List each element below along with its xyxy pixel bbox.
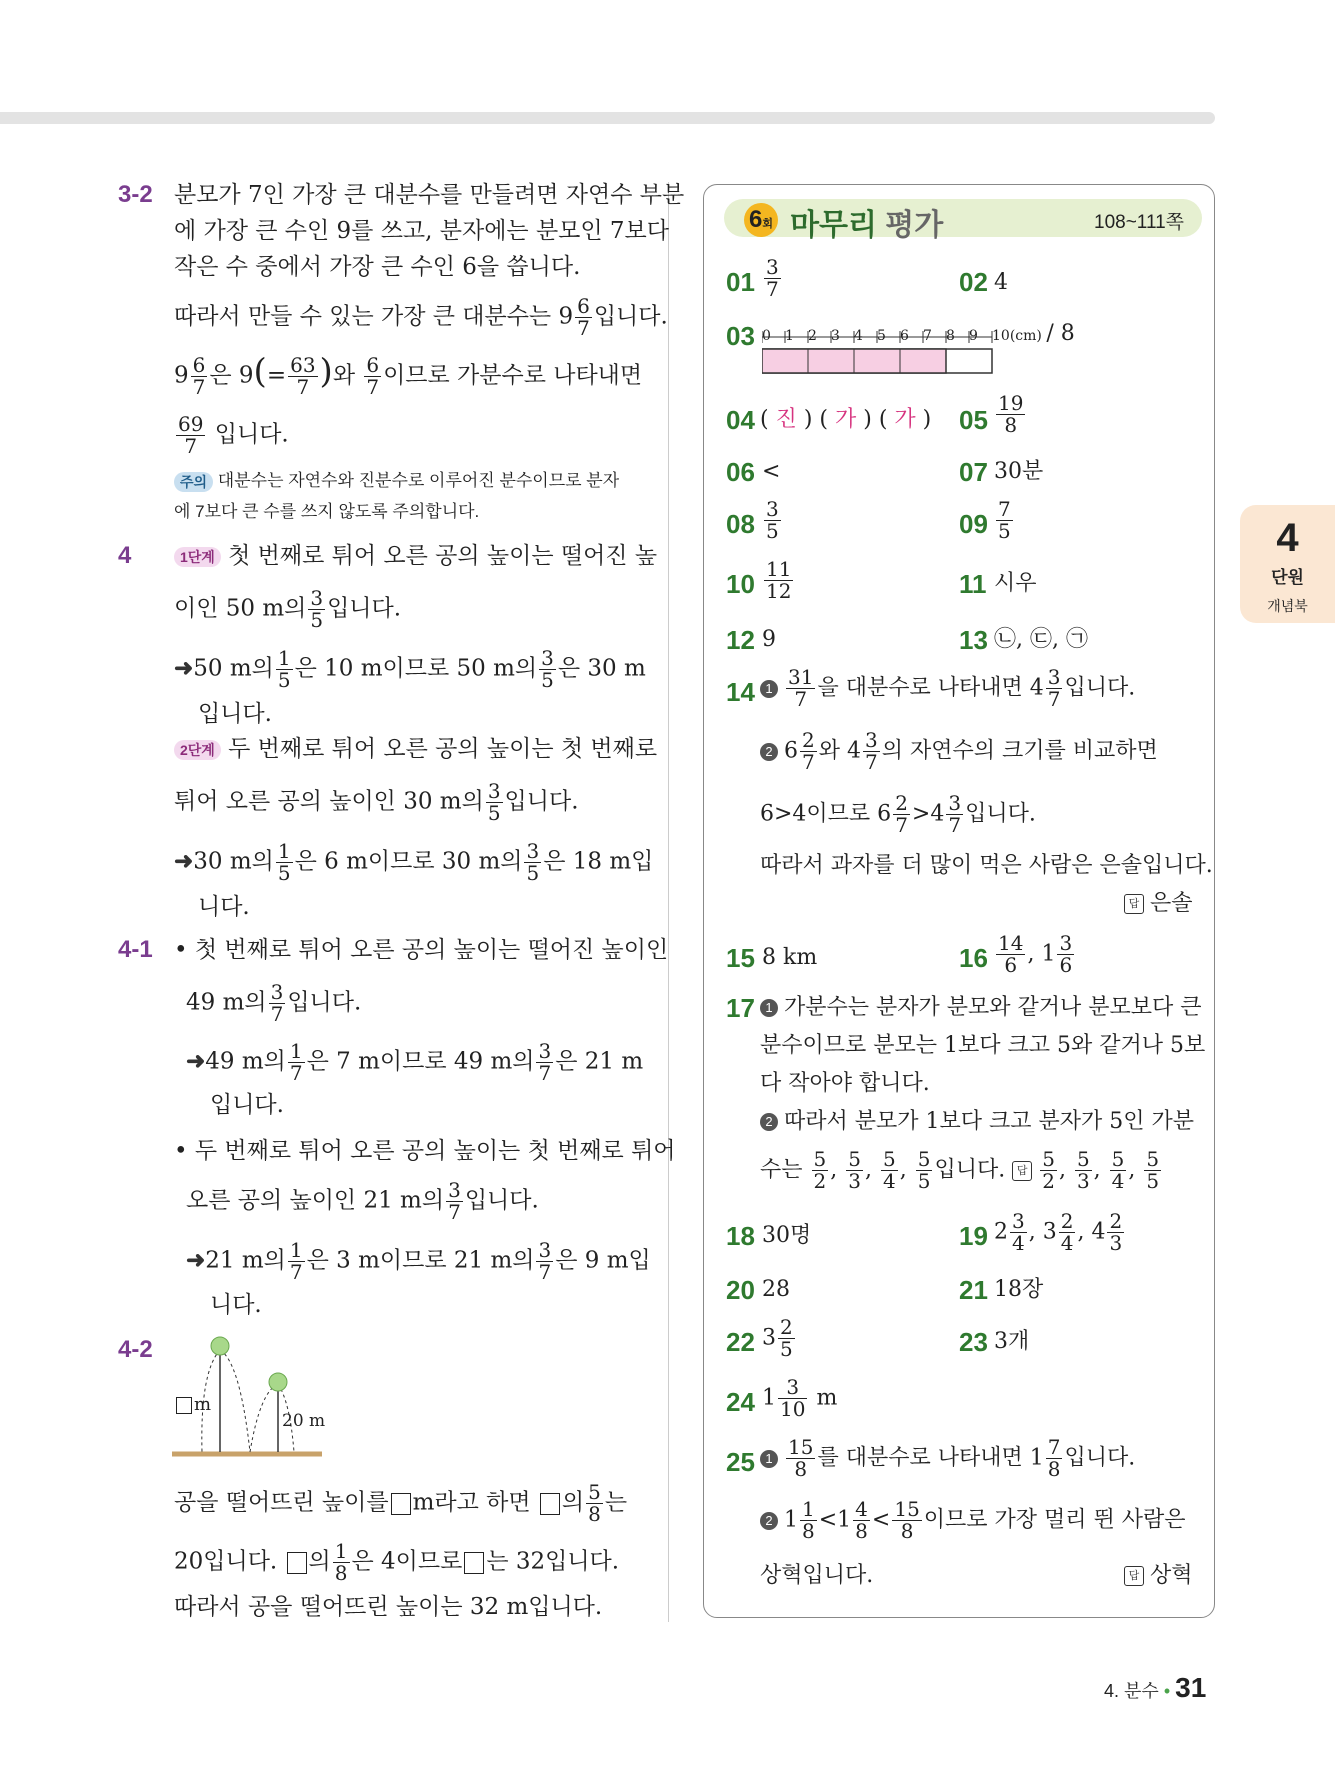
answer-09: $\frac{7}{5}$: [998, 497, 1011, 543]
chapter-label: 4. 분수: [1104, 1681, 1159, 1701]
step-tag: 2단계: [174, 740, 221, 760]
answer-num-07: 07: [959, 457, 988, 487]
page-range: 108~111쪽: [1094, 212, 1185, 233]
ruler-tick-label: 6: [900, 328, 909, 344]
answer-25-line2: 2 1 $\frac{1}{8}$ <1 $\frac{4}{8}$ < $\frac{15}{8}$ 이므로 가장 멀리 뛴 사람은: [760, 1499, 1186, 1542]
answer-num-10: 10: [726, 569, 755, 599]
answer-10: $\frac{11}{12}$: [766, 557, 792, 603]
ruler-tick-label: 8: [946, 328, 955, 344]
answer-num-17: 17: [726, 993, 755, 1023]
answer-21: 18장: [994, 1277, 1044, 1302]
text-line: 따라서 만들 수 있는 가장 큰 대분수는 9 $\frac{6}{7}$ 입니다.: [174, 294, 668, 340]
problem-label-4-2: 4-2: [118, 1336, 153, 1363]
answer-14-line3: 6>4이므로 6 $\frac{2}{7}$ >4 $\frac{3}{7}$ 입니다.: [760, 791, 1036, 837]
answer-17-line1: 1 가분수는 분자가 분모와 같거나 분모보다 큰: [760, 993, 1202, 1023]
problem-label-3-2: 3-2: [118, 181, 153, 208]
text-line: $\frac{69}{7}$ 입니다.: [178, 412, 289, 458]
text-line: ➜21 m의 $\frac{1}{7}$ 은 3 m이므로 21 m의 $\frac{3}{7}$ 은 9 m입: [186, 1238, 651, 1284]
text-line: 입니다.: [198, 701, 272, 727]
problem-label-4: 4: [118, 542, 132, 569]
answer-num-12: 12: [726, 625, 755, 655]
answer-22: 3 $\frac{2}{5}$: [762, 1315, 793, 1361]
text-line: • 두 번째로 튀어 오른 공의 높이는 첫 번째로 튀어: [174, 1138, 676, 1164]
answer-num-08: 08: [726, 509, 755, 539]
answer-17-line5: 수는 $\frac{5}{2}$ , $\frac{5}{3}$ , $\frac{5}{4}$ , $\frac{5}{5}$ 입니다. 답 $\frac{5}{2}$ , $\frac{5}{3}$ , $\frac{5}{4}$ , $\frac{5}{5}$: [760, 1147, 1160, 1193]
ruler-tick-label: 4: [854, 328, 863, 344]
answer-num-02: 02: [959, 267, 988, 297]
text-line: ➜49 m의 $\frac{1}{7}$ 은 7 m이므로 49 m의 $\frac{3}{7}$ 은 21 m: [186, 1039, 644, 1085]
answer-24: 1 $\frac{3}{10}$ m: [762, 1375, 838, 1421]
answer-num-05: 05: [959, 405, 988, 435]
answer-num-16: 16: [959, 943, 988, 973]
text-line: 니다.: [198, 894, 250, 920]
footer: 4. 분수 • 31: [1104, 1672, 1207, 1703]
ruler-tick-label: 0: [762, 328, 771, 344]
answer-num-03: 03: [726, 321, 755, 351]
ruler-tick-label: 10: [992, 328, 1010, 344]
note-line: 주의 대분수는 자연수와 진분수로 이루어진 분수이므로 분자: [174, 466, 619, 496]
text-line: 1단계 첫 번째로 튀어 오른 공의 높이는 떨어진 높: [174, 541, 657, 571]
answer-25-final: 답 상혁: [1124, 1561, 1193, 1591]
answer-num-14: 14: [726, 677, 755, 707]
text-line: 니다.: [210, 1292, 262, 1318]
text-line: 입니다.: [210, 1092, 284, 1118]
fig-label-unknown: m: [174, 1390, 211, 1420]
answer-20: 28: [762, 1277, 790, 1302]
text-line: 에 가장 큰 수인 9를 쓰고, 분자에는 분모인 7보다: [174, 218, 669, 244]
ruler-tick-label: 3: [831, 328, 840, 344]
text-line: 9 $\frac{6}{7}$ 은 9(= $\frac{63}{7}$ )와 $\frac{6}{7}$ 이므로 가분수로 나타내면: [174, 351, 643, 399]
problem-label-4-1: 4-1: [118, 936, 153, 963]
note-tag: 주의: [174, 472, 213, 492]
ruler-tick-label: 1: [785, 328, 794, 344]
answer-num-18: 18: [726, 1221, 755, 1251]
ruler-tick-label: 9: [969, 328, 978, 344]
answer-num-11: 11: [959, 569, 987, 599]
answer-num-19: 19: [959, 1221, 988, 1251]
text-line: ➜30 m의 $\frac{1}{5}$ 은 6 m이므로 30 m의 $\frac{3}{5}$ 은 18 m입: [174, 839, 654, 885]
answer-num-22: 22: [726, 1327, 755, 1357]
answer-num-15: 15: [726, 943, 755, 973]
text-line: • 첫 번째로 튀어 오른 공의 높이는 떨어진 높이인: [174, 937, 669, 963]
text-line: 20입니다. 의 $\frac{1}{8}$ 은 4이므로 는 32입니다.: [174, 1539, 620, 1585]
answer-num-24: 24: [726, 1387, 755, 1417]
answer-02: 4: [994, 270, 1008, 295]
text-line: 작은 수 중에서 가장 큰 수인 6을 씁니다.: [174, 254, 581, 280]
answer-23: 3개: [994, 1329, 1030, 1354]
book-label: 개념북: [1267, 598, 1308, 614]
unit-label: 단원: [1271, 568, 1304, 587]
crescent-icon: [716, 197, 746, 241]
unit-tab[interactable]: [1240, 505, 1335, 623]
answer-13: ㉡, ㉢, ㉠: [994, 627, 1088, 652]
answer-14-line4: 따라서 과자를 더 많이 먹은 사람은 은솔입니다.: [760, 853, 1213, 878]
text-line: 오른 공의 높이인 21 m의 $\frac{3}{7}$ 입니다.: [186, 1178, 539, 1224]
note-line: 에 7보다 큰 수를 쓰지 않도록 주의합니다.: [174, 502, 480, 521]
answer-num-06: 06: [726, 457, 755, 487]
panel-title: 마무리 평가: [790, 209, 944, 242]
answer-25-line3: 상혁입니다.: [760, 1563, 874, 1588]
column-divider: [668, 182, 669, 1622]
round-badge: 6회: [744, 203, 778, 237]
ruler-tick-label: 5: [877, 328, 886, 344]
answer-19: 2 $\frac{3}{4}$ , 3 $\frac{2}{4}$ , 4 $\frac{2}{3}$: [994, 1209, 1123, 1255]
answer-15: 8 km: [762, 945, 818, 970]
answer-num-23: 23: [959, 1327, 988, 1357]
unit-number: 4: [1276, 516, 1299, 560]
answer-num-01: 01: [726, 267, 755, 297]
answer-05: $\frac{19}{8}$: [998, 391, 1024, 437]
review-panel: [703, 184, 1215, 1618]
text-line: 이인 50 m의 $\frac{3}{5}$ 입니다.: [174, 586, 402, 632]
answer-14-line1: 1 $\frac{31}{7}$ 을 대분수로 나타내면 4 $\frac{3}{7}$ 입니다.: [760, 667, 1135, 710]
fig-label-20m: 20 m: [282, 1411, 326, 1431]
text-line: 따라서 공을 떨어뜨린 높이는 32 m입니다.: [174, 1594, 603, 1620]
answer-25-line1: 1 $\frac{15}{8}$ 를 대분수로 나타내면 1 $\frac{7}{8}$ 입니다.: [760, 1437, 1135, 1480]
text-line: 2단계 두 번째로 튀어 오른 공의 높이는 첫 번째로: [174, 734, 657, 764]
page-number: 31: [1175, 1672, 1207, 1703]
top-decor-bar: [0, 112, 1215, 124]
ruler-ticks: 0 1 2 3 4 5 6 7 8 9 10(cm) / 8: [762, 319, 1075, 351]
answer-num-25: 25: [726, 1447, 755, 1477]
answer-17-line2: 분수이므로 분모는 1보다 크고 5와 같거나 5보: [760, 1033, 1206, 1058]
ruler-tick-label: 7: [923, 328, 932, 344]
answer-17-line3: 다 작아야 합니다.: [760, 1071, 930, 1096]
answer-04: ( 진 ) ( 가 ) ( 가 ): [760, 407, 932, 432]
answer-17-line4: 2 따라서 분모가 1보다 크고 분자가 5인 가분: [760, 1107, 1194, 1137]
answer-16: $\frac{14}{6}$ , 1 $\frac{3}{6}$: [998, 931, 1073, 977]
answer-14-line2: 2 6 $\frac{2}{7}$ 와 4 $\frac{3}{7}$ 의 자연수의 크기를 비교하면: [760, 730, 1158, 773]
answer-07: 30분: [994, 459, 1044, 484]
answer-num-13: 13: [959, 625, 988, 655]
step-tag: 1단계: [174, 547, 221, 567]
text-line: 공을 떨어뜨린 높이를 m라고 하면 의 $\frac{5}{8}$ 는: [174, 1480, 628, 1526]
answer-18: 30명: [762, 1223, 812, 1248]
text-line: 튀어 오른 공의 높이인 30 m의 $\frac{3}{5}$ 입니다.: [174, 779, 579, 825]
text-line: ➜50 m의 $\frac{1}{5}$ 은 10 m이므로 50 m의 $\frac{3}{5}$ 은 30 m: [174, 646, 646, 692]
answer-num-04: 04: [726, 405, 755, 435]
answer-num-09: 09: [959, 509, 988, 539]
answer-11: 시우: [994, 571, 1037, 596]
answer-num-21: 21: [959, 1275, 988, 1305]
answer-12: 9: [762, 627, 776, 652]
answer-num-20: 20: [726, 1275, 755, 1305]
text-line: 분모가 7인 가장 큰 대분수를 만들려면 자연수 부분: [174, 182, 685, 208]
answer-14-final: 답 은솔: [1124, 889, 1193, 919]
answer-06: <: [762, 459, 781, 484]
answer-08: $\frac{3}{5}$: [766, 497, 779, 543]
text-line: 49 m의 $\frac{3}{7}$ 입니다.: [186, 980, 362, 1026]
answer-01: $\frac{3}{7}$: [766, 255, 779, 301]
ruler-tick-label: 2: [808, 328, 817, 344]
